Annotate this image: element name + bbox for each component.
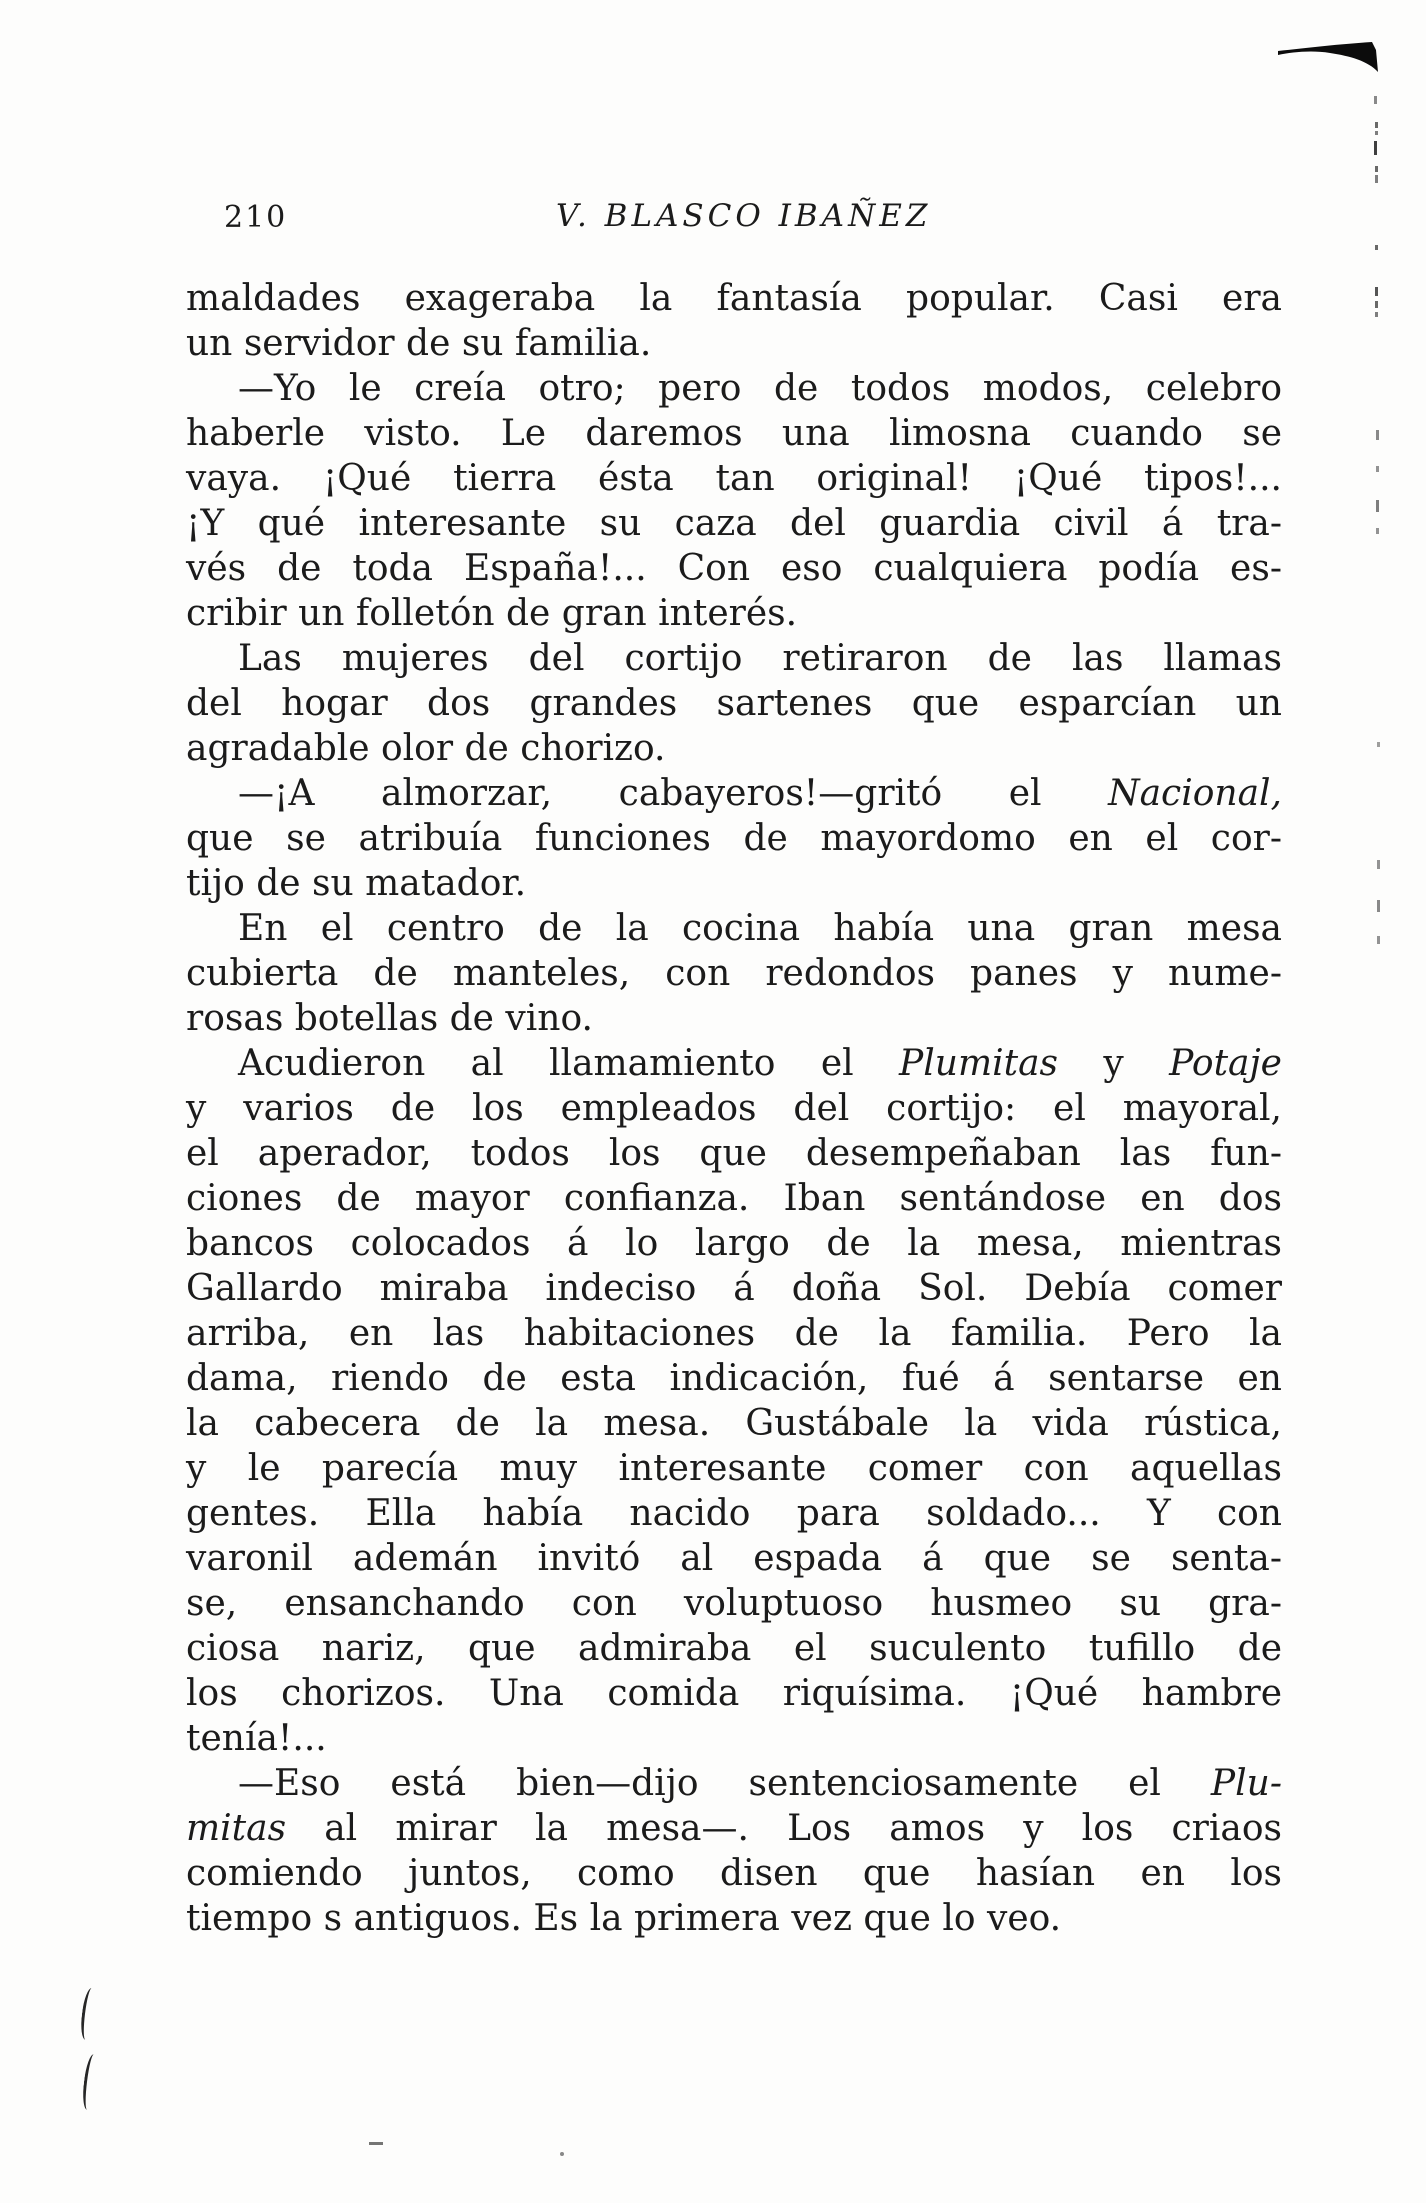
text-run: Gallardo miraba indeciso á doña Sol. Debía comer [186,1268,1282,1309]
text-line [186,1041,1282,1086]
scan-artifact-corner-wedge [1278,42,1382,76]
text-line [186,366,1282,411]
text-run: comiendo juntos, como disen que hasían en los [186,1853,1282,1894]
scan-mark [79,1987,98,2040]
text-run: —Yo le creía otro; pero de todos modos, celebro [238,368,1282,409]
text-line [186,1896,1282,1941]
text-line [186,1086,1282,1131]
page-number: 210 [224,200,288,235]
text-run: maldades exageraba la fantasía popular. Casi era [186,278,1282,319]
text-run: el aperador, todos los que desempeñaban las fun- [186,1133,1282,1174]
text-line [186,861,1282,906]
text-run: los chorizos. Una comida riquísima. ¡Qué hambre [186,1673,1282,1714]
text-run: En el centro de la cocina había una gran mesa [238,908,1282,949]
text-run: vaya. ¡Qué tierra ésta tan original! ¡Qué tipos!... [186,458,1282,499]
scan-mark [1377,860,1380,869]
scan-mark [1377,742,1380,747]
scan-mark [1375,175,1378,183]
text-run: la cabecera de la mesa. Gustábale la vida rústica, [186,1403,1282,1444]
text-run: agradable olor de chorizo. [186,728,666,769]
text-line [186,276,1282,321]
scan-mark [1376,466,1379,472]
text-run: tijo de su matador. [186,863,527,904]
text-line [186,1176,1282,1221]
italic-text: Potaje [1169,1043,1282,1084]
text-line [186,951,1282,996]
text-run: rosas botellas de vino. [186,998,593,1039]
scan-mark [1374,96,1377,104]
text-line [186,1626,1282,1671]
text-run: dama, riendo de esta indicación, fué á sentarse en [186,1358,1282,1399]
scan-mark [369,2142,383,2145]
text-line [186,1266,1282,1311]
text-line [186,996,1282,1041]
scan-mark [1376,430,1379,440]
text-run: Acudieron al llamamiento el [238,1043,900,1084]
text-line [186,321,1282,366]
text-run: se, ensanchando con voluptuoso husmeo su gra- [186,1583,1282,1624]
text-line [186,1446,1282,1491]
text-line [186,1221,1282,1266]
text-line [186,456,1282,501]
text-line [186,501,1282,546]
scan-mark [1376,528,1379,534]
text-line [186,1761,1282,1806]
text-run: cubierta de manteles, con redondos panes y nume- [186,953,1282,994]
scan-mark [1377,936,1380,944]
text-line [186,681,1282,726]
italic-text: Plu- [1210,1763,1282,1804]
text-run: ciosa nariz, que admiraba el suculento tufillo de [186,1628,1282,1669]
text-line [186,1491,1282,1536]
text-line [186,1356,1282,1401]
text-run: —Eso está bien—dijo sentenciosamente el [238,1763,1211,1804]
page-text [186,276,1282,1941]
scan-mark [1375,166,1378,172]
text-run: ¡Y qué interesante su caza del guardia civil á tra- [186,503,1282,544]
text-run: y le parecía muy interesante comer con aquellas [186,1448,1282,1489]
text-line [186,1851,1282,1896]
scan-mark [560,2152,564,2156]
text-line [186,1401,1282,1446]
text-line [186,1806,1282,1851]
text-line [186,1581,1282,1626]
text-run: tiempo s antiguos. Es la primera vez que lo veo. [186,1898,1062,1939]
text-run: varonil ademán invitó al espada á que se senta- [186,1538,1282,1579]
scan-mark [1376,500,1379,512]
italic-text: Plumitas [899,1043,1059,1084]
italic-text: mitas [186,1808,287,1849]
scan-mark [1375,131,1378,135]
text-line [186,1311,1282,1356]
scan-mark [1375,312,1378,317]
text-line [186,906,1282,951]
text-run: ciones de mayor confianza. Iban sentándose en dos [186,1178,1282,1219]
text-line [186,1716,1282,1761]
scan-mark [1377,900,1380,912]
text-line [186,1131,1282,1176]
text-run: Las mujeres del cortijo retiraron de las llamas [238,638,1282,679]
text-line [186,411,1282,456]
text-line [186,1671,1282,1716]
text-run: gentes. Ella había nacido para soldado... Y con [186,1493,1282,1534]
text-run: —¡A almorzar, cabayeros!—gritó el [238,773,1109,814]
text-run: un servidor de su familia. [186,323,652,364]
text-run: arriba, en las habitaciones de la familia. Pero la [186,1313,1282,1354]
text-run: y varios de los empleados del cortijo: el mayoral, [186,1088,1282,1129]
text-run: y [1058,1043,1170,1084]
text-line [186,591,1282,636]
text-line [186,816,1282,861]
scan-mark [81,2053,101,2110]
text-run: cribir un folletón de gran interés. [186,593,798,634]
text-run: haberle visto. Le daremos una limosna cuando se [186,413,1282,454]
running-title: V. BLASCO IBAÑEZ [556,198,932,234]
scan-mark [1375,122,1378,128]
text-run: bancos colocados á lo largo de la mesa, mientras [186,1223,1282,1264]
scan-mark [1375,301,1378,308]
text-line [186,546,1282,591]
text-line [186,771,1282,816]
text-run: vés de toda España!... Con eso cualquiera podía es- [186,548,1282,589]
scan-mark [1374,141,1377,155]
text-run: del hogar dos grandes sartenes que esparcían un [186,683,1282,724]
scan-mark [1375,287,1378,296]
text-line [186,636,1282,681]
text-run: que se atribuía funciones de mayordomo en el cor- [186,818,1282,859]
text-line [186,1536,1282,1581]
text-run: al mirar la mesa—. Los amos y los criaos [286,1808,1282,1849]
text-line [186,726,1282,771]
text-run: tenía!... [186,1718,327,1759]
italic-text: Nacional, [1108,773,1282,814]
scan-mark [1375,245,1378,250]
